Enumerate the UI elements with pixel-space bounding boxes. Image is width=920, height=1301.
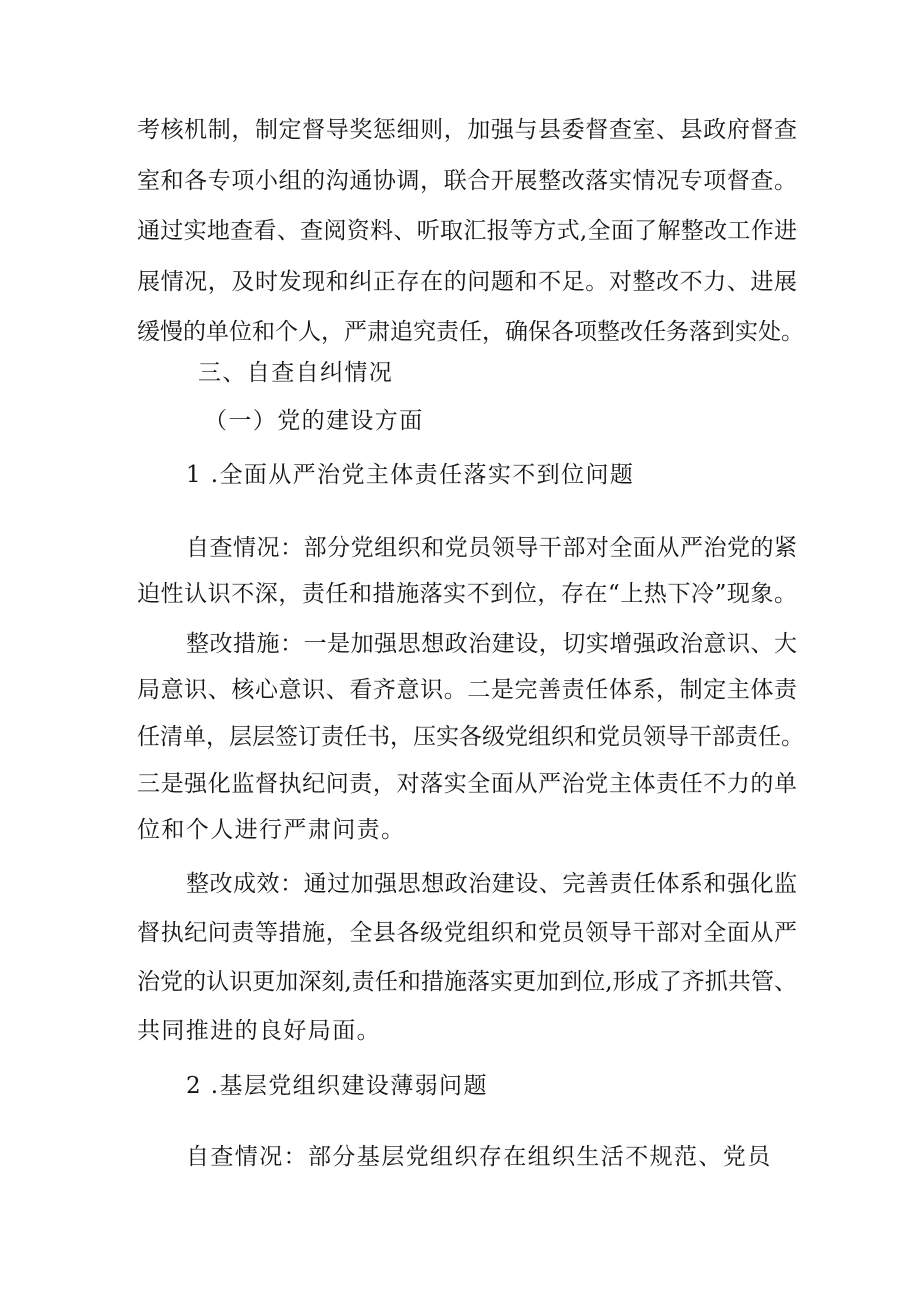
paragraph-line: 展情况，及时发现和纠正存在的问题和不足。对整改不力、进展 <box>137 269 797 295</box>
paragraph-line: 考核机制，制定督导奖惩细则，加强与县委督查室、县政府督查 <box>137 117 797 143</box>
paragraph-line: 缓慢的单位和个人，严肃追究责任，确保各项整改任务落到实处。 <box>137 319 804 345</box>
paragraph-line: 自查情况：部分党组织和党员领导干部对全面从严治党的紧 <box>186 535 797 561</box>
paragraph-line: 督执纪问责等措施，全县各级党组织和党员领导干部对全面从严 <box>137 920 797 946</box>
paragraph-line: 治党的认识更加深刻,责任和措施落实更加到位,形成了齐抓共管、 <box>137 969 797 995</box>
paragraph-line: 共同推进的良好局面。 <box>137 1018 381 1044</box>
paragraph-line: 迫性认识不深，责任和措施落实不到位，存在“上热下冷”现象。 <box>137 581 797 607</box>
item-heading: 2 .基层党组织建设薄弱问题 <box>186 1073 488 1099</box>
paragraph-line: 位和个人进行严肃问责。 <box>137 817 406 843</box>
subsection-heading: （一）党的建设方面 <box>204 408 424 434</box>
item-heading: 1 .全面从严治党主体责任落实不到位问题 <box>186 462 635 488</box>
section-heading: 三、自查自纠情况 <box>198 360 394 386</box>
paragraph-line: 三是强化监督执纪问责，对落实全面从严治党主体责任不力的单 <box>137 771 797 797</box>
paragraph-line: 任清单，层层签订责任书，压实各级党组织和党员领导干部责任。 <box>137 724 804 750</box>
paragraph-line: 整改措施：一是加强思想政治建设，切实增强政治意识、大 <box>186 631 797 657</box>
paragraph-line: 整改成效：通过加强思想政治建设、完善责任体系和强化监 <box>186 871 797 897</box>
paragraph-line: 通过实地查看、查阅资料、听取汇报等方式,全面了解整改工作进 <box>137 218 797 244</box>
paragraph-line: 局意识、核心意识、看齐意识。二是完善责任体系，制定主体责 <box>137 677 797 703</box>
paragraph-line: 自查情况：部分基层党组织存在组织生活不规范、党员 <box>186 1144 772 1170</box>
paragraph-line: 室和各专项小组的沟通协调，联合开展整改落实情况专项督查。 <box>137 168 797 194</box>
